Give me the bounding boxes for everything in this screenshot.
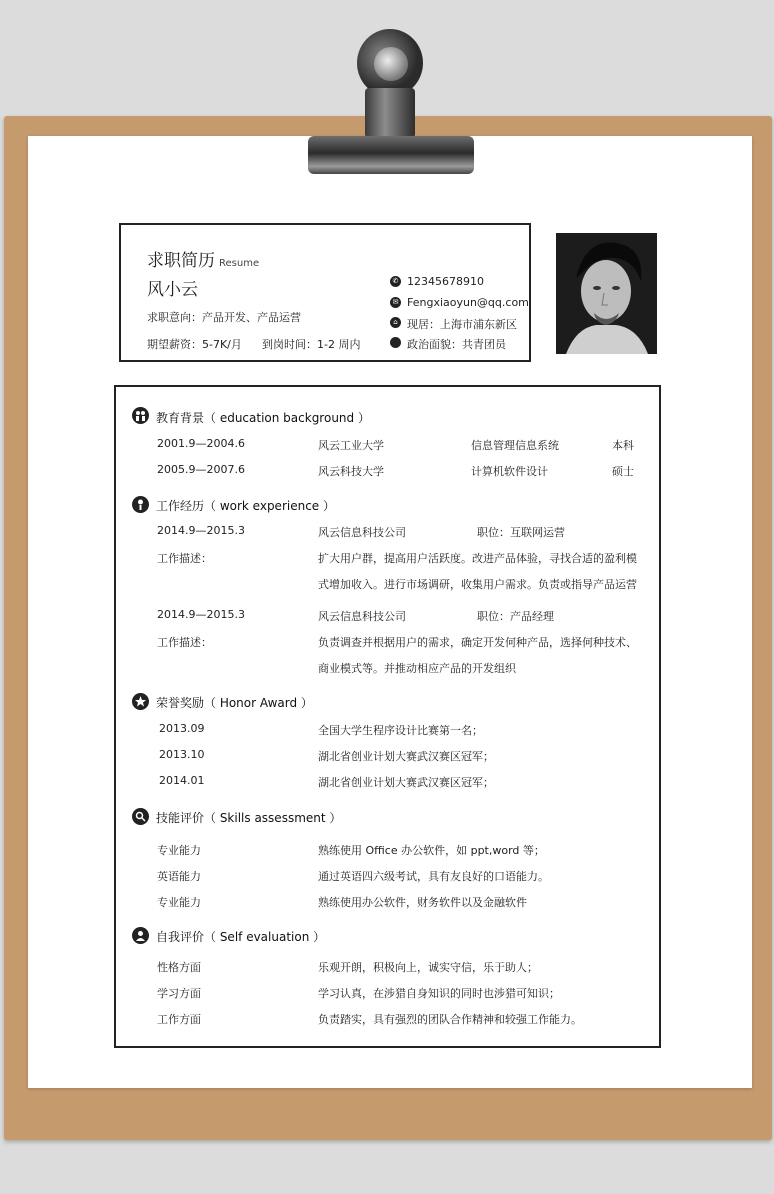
self-label: 性格方面 [157, 961, 201, 974]
edu-school: 风云工业大学 [318, 439, 384, 452]
work-desc-line: 扩大用户群，提高用户活跃度。改进产品体验，寻找合适的盈利模 [318, 552, 637, 565]
self-text: 学习认真，在涉猎自身知识的同时也涉猎可知识； [318, 987, 560, 1000]
work-desc-line: 式增加收入。进行市场调研，收集用户需求。负责或指导产品运营 [318, 578, 637, 591]
contact-email: Fengxiaoyun@qq.com [407, 296, 529, 309]
work-company: 风云信息科技公司 [318, 610, 406, 623]
edu-degree: 本科 [612, 439, 634, 452]
honor-title: 荣誉奖励（ Honor Award ） [156, 696, 313, 710]
work-desc-label: 工作描述： [157, 552, 212, 565]
skill-text: 熟练使用 Office 办公软件，如 ppt,word 等； [318, 844, 545, 857]
star-icon [132, 693, 149, 710]
honor-text: 湖北省创业计划大赛武汉赛区冠军； [318, 776, 494, 789]
magnifier-icon [132, 808, 149, 825]
edu-major: 信息管理信息系统 [471, 439, 559, 452]
contact-location: 现居：上海市浦东新区 [407, 318, 517, 331]
work-desc-label: 工作描述： [157, 636, 212, 649]
skills-title: 技能评价（ Skills assessment ） [156, 811, 342, 825]
skill-text: 通过英语四六级考试，具有友良好的口语能力。 [318, 870, 549, 883]
expected-salary: 期望薪资：5-7K/月 [147, 338, 242, 351]
work-title: 工作经历（ work experience ） [156, 499, 335, 513]
resume-title-en: Resume [219, 258, 260, 269]
skill-label: 英语能力 [157, 870, 201, 883]
honor-date: 2014.01 [159, 774, 205, 787]
work-desc-line: 负责调查并根据用户的需求，确定开发何种产品，选择何种技术、 [318, 636, 637, 649]
work-desc-line: 商业模式等。并推动相应产品的开发组织 [318, 662, 516, 675]
clip-ring-hole [374, 47, 408, 81]
person-pin-icon [132, 496, 149, 513]
location-icon: ⌂ [390, 317, 401, 328]
edu-school: 风云科技大学 [318, 465, 384, 478]
work-position: 职位：产品经理 [477, 610, 554, 623]
work-company: 风云信息科技公司 [318, 526, 406, 539]
arrival-time: 到岗时间：1-2 周内 [262, 338, 361, 351]
resume-title: 求职简历 Resume [147, 251, 260, 271]
edu-date: 2001.9—2004.6 [157, 437, 245, 450]
clip-arm [365, 88, 415, 138]
honor-date: 2013.10 [159, 748, 205, 761]
honor-text: 全国大学生程序设计比赛第一名； [318, 724, 483, 737]
self-text: 乐观开朗，积极向上，诚实守信，乐于助人； [318, 961, 538, 974]
skill-text: 熟练使用办公软件，财务软件以及金融软件 [318, 896, 527, 909]
work-date: 2014.9—2015.3 [157, 524, 245, 537]
candidate-name: 风小云 [147, 280, 198, 300]
contact-phone: 12345678910 [407, 275, 484, 288]
honor-text: 湖北省创业计划大赛武汉赛区冠军； [318, 750, 494, 763]
contact-politics: 政治面貌：共青团员 [407, 338, 506, 351]
email-icon: ✉ [390, 297, 401, 308]
edu-major: 计算机软件设计 [471, 465, 548, 478]
politics-icon [390, 337, 401, 348]
profile-photo [556, 233, 657, 354]
skill-label: 专业能力 [157, 896, 201, 909]
resume-body-box [114, 385, 661, 1048]
edu-date: 2005.9—2007.6 [157, 463, 245, 476]
self-label: 工作方面 [157, 1013, 201, 1026]
work-position: 职位：互联网运营 [477, 526, 565, 539]
family-icon [132, 407, 149, 424]
phone-icon: ✆ [390, 276, 401, 287]
clip-base [308, 136, 474, 174]
edu-degree: 硕士 [612, 465, 634, 478]
education-title: 教育背景（ education background ） [156, 411, 370, 425]
user-icon [132, 927, 149, 944]
skill-label: 专业能力 [157, 844, 201, 857]
honor-date: 2013.09 [159, 722, 205, 735]
job-intent: 求职意向：产品开发、产品运营 [147, 311, 301, 324]
work-date: 2014.9—2015.3 [157, 608, 245, 621]
self-title: 自我评价（ Self evaluation ） [156, 930, 326, 944]
self-label: 学习方面 [157, 987, 201, 1000]
self-text: 负责踏实，具有强烈的团队合作精神和较强工作能力。 [318, 1013, 582, 1026]
